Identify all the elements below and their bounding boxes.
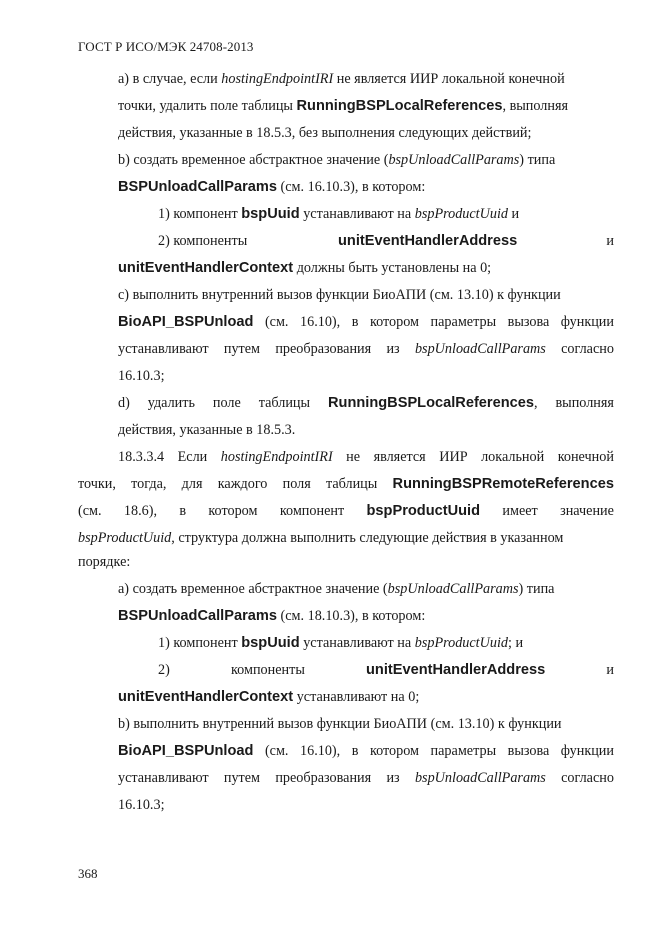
text-fragment [328,393,538,413]
text-span: преобразования [275,341,372,357]
text-line [118,339,614,359]
text-span: ; и [508,635,524,651]
italic-term: bspProductUuid [414,635,508,651]
text-span: в [179,503,187,519]
text-span: таблицы [258,395,311,411]
text-span: 16.10), [300,314,341,330]
text-line: 16.10.3; [118,368,165,384]
text-span: 18.3.3.4 [118,449,165,465]
text-span: удалить [147,395,195,411]
text-span: (см. [264,743,289,759]
text-span: конечной [557,449,614,465]
text-span: точки, удалить поле таблицы [118,98,297,114]
text-span: в [351,743,359,759]
text-fragment [118,69,565,89]
text-span: 18.6), [123,503,157,519]
text-span: , выполняя [502,98,569,114]
text-line: 16.10.3; [118,797,165,813]
text-span: 2) компоненты [158,233,248,249]
text-line: действия, указанные в 18.5.3, без выполнения следующих действий; [118,125,532,141]
bold-term: RunningBSPLocalReferences [296,98,503,114]
text-line [78,501,614,521]
text-span: из [386,770,400,786]
italic-term: hostingEndpointIRI [221,71,334,87]
text-span: а) в случае, если [118,71,222,87]
text-span: а) создать временное абстрактное значение ( [118,581,388,597]
bold-term: unitEventHandlerAddress [338,233,518,249]
text-span: (см. [264,314,289,330]
text-span: 1) компонент [158,635,242,651]
text-span: и [606,662,614,678]
bold-term: BSPUnloadCallParams [118,608,277,624]
text-span: устанавливают на 0; [293,689,420,705]
bold-term: bspUuid [241,635,300,651]
text-span: котором [208,503,258,519]
text-span: функции [560,743,614,759]
text-span: вызова [507,314,550,330]
text-span: параметры [430,743,497,759]
text-span: 2) [158,662,170,678]
bold-term: bspUuid [241,206,300,222]
bold-term: RunningBSPRemoteReferences [392,476,614,492]
text-line: порядке: [78,554,131,570]
text-line [118,687,419,707]
text-span: должны быть установлены на 0; [293,260,492,276]
text-span: 16.10), [300,743,341,759]
text-span: локальной [481,449,545,465]
bold-term: unitEventHandlerAddress [366,662,546,678]
bold-term: BSPUnloadCallParams [118,179,277,195]
text-span: согласно [561,770,614,786]
text-span: параметры [430,314,497,330]
italic-term: bspUnloadCallParams [387,581,519,597]
text-span: и [606,233,614,249]
italic-term: hostingEndpointIRI [220,449,333,465]
text-span: Если [177,449,208,465]
text-span: и [508,206,520,222]
text-line [118,768,614,788]
bold-term: BioAPI_BSPUnload [118,314,254,330]
text-line [78,474,614,494]
italic-term: bspProductUuid [78,530,172,546]
text-span: (см. 16.10.3), в котором: [276,179,426,195]
text-span: устанавливают на [299,635,415,651]
text-span: не [346,449,361,465]
text-span: , структура должна выполнить следующие действия в указанном [171,530,564,546]
text-span: преобразования [275,770,372,786]
text-line [118,150,614,170]
text-span: котором [369,314,420,330]
text-span: вызова [507,743,550,759]
text-line [158,204,519,224]
text-line [158,660,614,680]
bold-term: unitEventHandlerContext [118,260,294,276]
text-span: для [181,476,203,492]
text-span: ) типа [519,152,556,168]
text-span: ) типа [518,581,555,597]
text-span: с) выполнить внутренний вызов функции БиоАПИ (см. 13.10) к функции [118,287,561,303]
text-span: поля [282,476,311,492]
text-fragment [118,96,568,116]
bold-term: BioAPI_BSPUnload [118,743,254,759]
text-span: b) выполнить внутренний вызов функции БиоАПИ (см. 13.10) к функции [118,716,562,732]
text-span: b) создать временное абстрактное значение ( [118,152,389,168]
text-span: путем [223,341,261,357]
text-line [118,606,425,626]
text-span: значение [560,503,614,519]
text-line [118,714,614,734]
text-span: путем [223,770,261,786]
bold-term: bspProductUuid [366,503,481,519]
text-span: каждого [217,476,268,492]
text-span: компоненты [230,662,305,678]
page-number: 368 [78,866,98,881]
italic-term: bspUnloadCallParams [414,770,546,786]
text-fragment [118,579,554,599]
text-line [118,393,614,413]
text-fragment [118,150,555,170]
text-span: таблицы [325,476,378,492]
text-line [118,312,614,332]
text-span: поле [212,395,241,411]
text-span: является [373,449,426,465]
text-line [118,69,614,89]
text-line [118,285,614,305]
text-span: выполняя [555,395,614,411]
text-span: имеет [502,503,538,519]
text-line [158,231,614,251]
text-line [118,177,425,197]
text-span: из [386,341,400,357]
text-span: (см. 18.10.3), в котором: [276,608,426,624]
text-line [118,258,491,278]
text-span: в [351,314,359,330]
text-span: точки, [78,476,116,492]
text-span: , [533,395,538,411]
text-span: функции [560,314,614,330]
text-line [118,741,614,761]
bold-term: RunningBSPLocalReferences [328,395,534,411]
text-line [118,96,614,116]
text-span: устанавливают на [299,206,415,222]
text-line [118,579,614,599]
text-span: (см. [78,503,102,519]
text-line [78,528,563,548]
text-span: компонент [279,503,345,519]
text-span: не является ИИР локальной конечной [333,71,565,87]
text-span: устанавливают [118,341,209,357]
italic-term: bspProductUuid [414,206,508,222]
italic-term: bspUnloadCallParams [414,341,546,357]
text-span: тогда, [131,476,167,492]
text-span: котором [369,743,420,759]
text-line [158,633,523,653]
running-header: ГОСТ Р ИСО/МЭК 24708-2013 [78,39,254,54]
text-span: 1) компонент [158,206,242,222]
text-line: действия, указанные в 18.5.3. [118,422,296,438]
italic-term: bspUnloadCallParams [388,152,520,168]
text-span: ИИР [439,449,468,465]
text-span: устанавливают [118,770,209,786]
text-span: d) [118,395,130,411]
text-line [118,447,614,467]
bold-term: unitEventHandlerContext [118,689,294,705]
text-span: согласно [561,341,614,357]
